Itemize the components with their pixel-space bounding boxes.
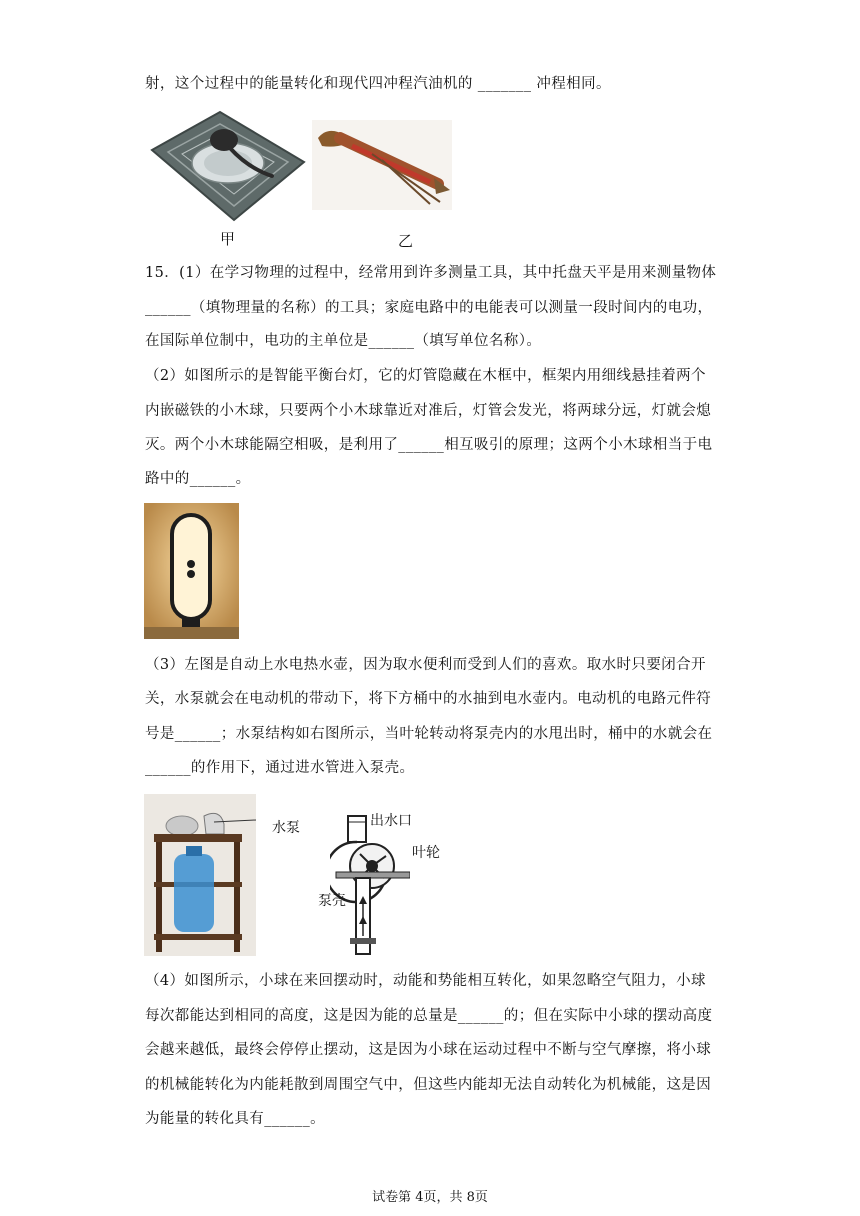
question-text-line: 会越来越低，最终会停停止摆动，这是因为小球在运动过程中不断与空气摩擦，将小球 (145, 1042, 712, 1058)
ancient-rocket-image (312, 120, 452, 210)
question-text-line: ______的作用下，通过进水管进入泵壳。 (145, 760, 415, 776)
question-text-line: 关，水泵就会在电动机的带动下，将下方桶中的水抽到电水壶内。电动机的电路元件符 (145, 691, 712, 707)
question-text-line: 灭。两个小木球能隔空相吸，是利用了______相互吸引的原理；这两个小木球相当于电 (145, 437, 713, 453)
question-text-line: （2）如图所示的是智能平衡台灯，它的灯管隐藏在木框中，框架内用细线悬挂着两个 (145, 368, 706, 384)
label-pump: 水泵 (272, 820, 300, 836)
question-text-line: 的机械能转化为内能耗散到周围空气中，但这些内能却无法自动转化为机械能，这是因 (145, 1077, 712, 1093)
question-text-line: 在国际单位制中，电功的主单位是______（填写单位名称）。 (145, 333, 542, 349)
question-text-line: 15．(1）在学习物理的过程中，经常用到许多测量工具，其中托盘天平是用来测量物体 (145, 265, 717, 281)
question-text-line: ______（填物理量的名称）的工具；家庭电路中的电能表可以测量一段时间内的电功， (145, 300, 713, 316)
question-text-line: 号是______；水泵结构如右图所示，当叶轮转动将泵壳内的水甩出时，桶中的水就会在 (145, 726, 713, 742)
label-casing: 泵壳 (318, 893, 346, 909)
question-text-line: 内嵌磁铁的小木球，只要两个小木球靠近对准后，灯管会发光，将两球分远，灯就会熄 (145, 403, 712, 419)
page-footer: 试卷第 4页，共 8页 (372, 1190, 488, 1205)
question-text-line: （4）如图所示，小球在来回摆动时，动能和势能相互转化，如果忽略空气阻力，小球 (145, 973, 706, 989)
question-text-line: 每次都能达到相同的高度，这是因为能的总量是______的；但在实际中小球的摆动高度 (145, 1008, 713, 1024)
figure-caption-a: 甲 (220, 230, 236, 248)
figure-caption-b: 乙 (398, 232, 414, 250)
question-text-line: （3）左图是自动上水电热水壶，因为取水便利而受到人们的喜欢。取水时只要闭合开 (145, 657, 706, 673)
question-text-line: 为能量的转化具有______。 (145, 1111, 325, 1127)
balance-lamp-image (144, 503, 239, 639)
question-text-line: 射，这个过程中的能量转化和现代四冲程汽油机的 _______ 冲程相同。 (145, 76, 611, 92)
label-impeller: 叶轮 (412, 845, 440, 861)
question-text-line: 路中的______。 (145, 471, 251, 487)
pump-diagram (330, 808, 410, 958)
label-outlet: 出水口 (370, 813, 412, 829)
compass-image (148, 110, 308, 222)
kettle-stand-image (144, 794, 256, 956)
